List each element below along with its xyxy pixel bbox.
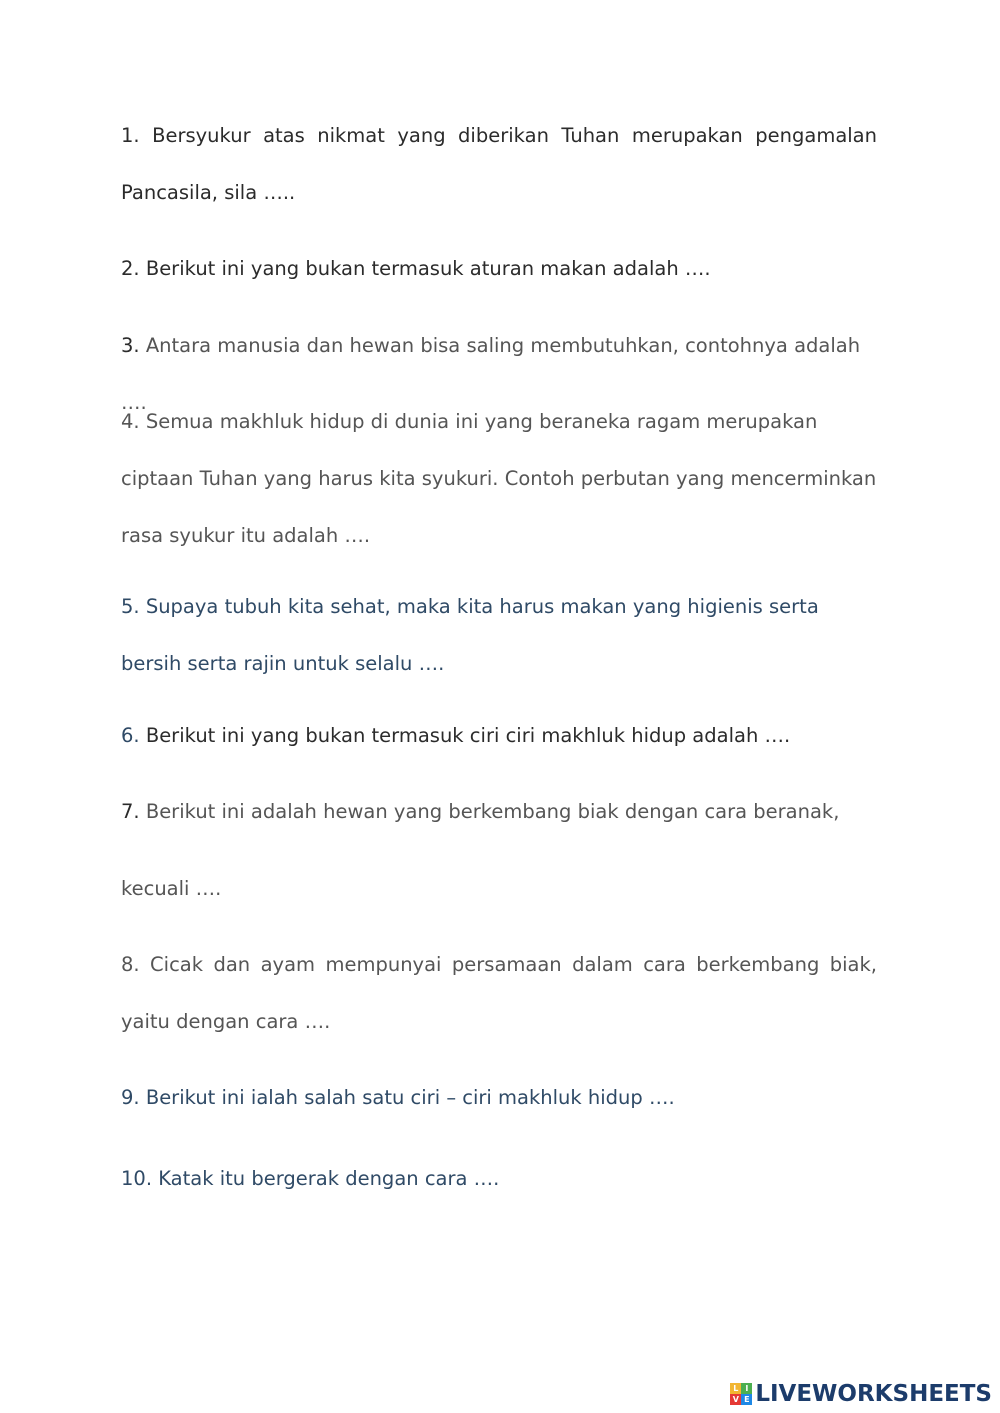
- question-6: [121, 707, 877, 764]
- question-text: Berikut ini adalah hewan yang berkembang biak dengan cara beranak,: [145, 800, 840, 823]
- question-text: Cicak dan ayam mempunyai persamaan dalam cara berkembang biak, yaitu dengan cara ….: [121, 953, 877, 1033]
- question-text: Berikut ini yang bukan termasuk aturan makan adalah ….: [145, 257, 711, 280]
- question-text: Supaya tubuh kita sehat, maka kita harus makan yang higienis serta bersih serta rajin untuk selalu ….: [121, 595, 819, 675]
- question-number: 3.: [121, 334, 140, 357]
- question-number: 10.: [121, 1167, 153, 1190]
- liveworksheets-logo[interactable]: [730, 1381, 992, 1407]
- question-5: [121, 578, 861, 692]
- question-number: 2.: [121, 257, 140, 280]
- question-text: Semua makhluk hidup di dunia ini yang beraneka ragam merupakan ciptaan Tuhan yang harus kita syukuri. Contoh perbutan yang mencerminkan rasa syukur itu adalah ….: [121, 410, 877, 547]
- question-text: kecuali ….: [121, 877, 222, 900]
- question-text: Katak itu bergerak dengan cara ….: [158, 1167, 500, 1190]
- question-8: [121, 936, 877, 1050]
- question-2: [121, 240, 877, 297]
- question-text: Bersyukur atas nikmat yang diberikan Tuhan merupakan pengamalan Pancasila, sila …..: [121, 124, 877, 204]
- question-number: 6.: [121, 724, 140, 747]
- question-number: 8.: [121, 953, 140, 976]
- question-4: [121, 393, 881, 564]
- question-number: 4.: [121, 410, 140, 433]
- liveworksheets-logo-text: LIVEWORKSHEETS: [755, 1381, 992, 1407]
- question-7: [121, 783, 877, 840]
- question-number: 9.: [121, 1086, 140, 1109]
- question-7-continued: [121, 860, 877, 917]
- logo-mark-letter: I: [741, 1383, 752, 1394]
- question-1: [121, 107, 877, 221]
- logo-mark-letter: E: [741, 1394, 752, 1405]
- question-text: Berikut ini yang bukan termasuk ciri ciri makhluk hidup adalah ….: [145, 724, 791, 747]
- question-10: [121, 1150, 877, 1207]
- liveworksheets-logo-icon: [730, 1383, 752, 1405]
- logo-mark-letter: V: [730, 1394, 741, 1405]
- logo-mark-letter: L: [730, 1383, 741, 1394]
- question-text: Antara manusia dan hewan bisa saling membutuhkan, contohnya adalah ….: [121, 334, 861, 414]
- question-text: Berikut ini ialah salah satu ciri – ciri makhluk hidup ….: [145, 1086, 675, 1109]
- question-number: 7.: [121, 800, 140, 823]
- question-number: 1.: [121, 124, 140, 147]
- question-9: [121, 1069, 877, 1126]
- question-number: 5.: [121, 595, 140, 618]
